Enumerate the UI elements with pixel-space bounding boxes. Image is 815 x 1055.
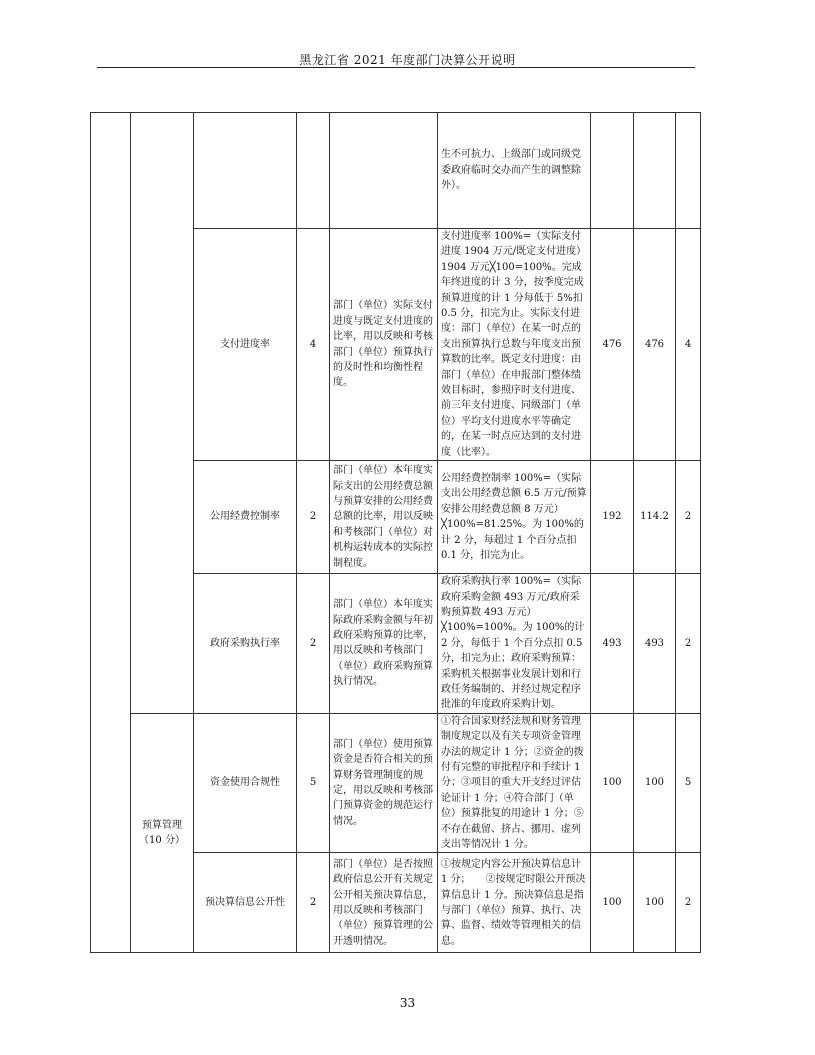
value-cell [591, 113, 634, 229]
description-cell: 部门（单位）是否按照政府信息公开有关规定公开相关预决算信息，用以反映和考核部门（单位）预算管理的公开透明情况。 [330, 853, 438, 953]
value-cell: 114.2 [634, 461, 676, 574]
page-header-title: 黑龙江省 2021 年度部门决算公开说明 [299, 53, 516, 67]
value-cell: 192 [591, 461, 634, 574]
weight-cell: 2 [297, 853, 330, 953]
indicator-cell: 资金使用合规性 [194, 713, 297, 853]
indicator-cell [194, 113, 297, 229]
weight-cell: 4 [297, 229, 330, 461]
value-cell: 100 [591, 853, 634, 953]
description-cell: 部门（单位）实际支付进度与既定支付进度的比率，用以反映和考核部门（单位）预算执行的及时性和均衡性程度。 [330, 229, 438, 461]
indicator-cell: 政府采购执行率 [194, 574, 297, 714]
standard-cell: ①按规定内容公开预决算信息计 1 分； ②按规定时限公开预决算信息计 1 分。预决算信息是指与部门（单位）预算、执行、决算、监督、绩效等管理相关的信息。 [438, 853, 591, 953]
score-cell: 4 [676, 229, 701, 461]
description-cell [330, 113, 438, 229]
indicator-cell: 支付进度率 [194, 229, 297, 461]
weight-cell: 5 [297, 713, 330, 853]
table-row [91, 113, 701, 229]
level1-indicator-cell [91, 113, 131, 953]
standard-cell: 公用经费控制率 100%=（实际支出公用经费总额 6.5 万元/预算安排公用经费总额 8 万元）╳100%=81.25%。为 100%的计 2 分，每超过 1 个百分点扣 0.1 分，扣完为止。 [438, 461, 591, 574]
value-cell: 493 [634, 574, 676, 714]
score-cell: 2 [676, 461, 701, 574]
header-divider [97, 67, 695, 68]
performance-evaluation-table [90, 112, 701, 953]
value-cell [634, 113, 676, 229]
standard-cell: 政府采购执行率 100%=（实际政府采购金额 493 万元/政府采购预算数 493 万元）╳100%=100%。为 100%的计 2 分，每低于 1 个百分点扣 0.5 分，扣完为止；政府采购预算：采购机关根据事业发展计划和行政任务编制的、并经过规定程序批准的年度政府采购计划。 [438, 574, 591, 714]
value-cell: 476 [634, 229, 676, 461]
score-cell: 2 [676, 853, 701, 953]
group-budget-management: 预算管理（10 分） [131, 713, 194, 953]
score-cell: 5 [676, 713, 701, 853]
standard-cell: ①符合国家财经法规和财务管理制度规定以及有关专项资金管理办法的规定计 1 分；②资金的拨付有完整的审批程序和手续计 1 分；③项目的重大开支经过评估论证计 1 分；④符合部门（单位）预算批复的用途计 1 分；⑤不存在截留、挤占、挪用、虚列支出等情况计 1 分。 [438, 713, 591, 853]
description-cell: 部门（单位）本年度实际支出的公用经费总额与预算安排的公用经费总额的比率，用以反映和考核部门（单位）对机构运转成本的实际控制程度。 [330, 461, 438, 574]
level2-indicator-cell [131, 113, 194, 714]
weight-cell: 2 [297, 574, 330, 714]
value-cell: 100 [591, 713, 634, 853]
score-cell [676, 113, 701, 229]
weight-cell [297, 113, 330, 229]
standard-cell: 生不可抗力、上级部门或同级党委政府临时交办而产生的调整除外）。 [438, 113, 591, 229]
standard-cell: 支付进度率 100%=（实际支付进度 1904 万元/既定支付进度）1904 万元╳100=100%。完成年终进度的计 3 分，按季度完成预算进度的计 1 分每低于 5%扣 0.5 分，扣完为止。实际支付进度：部门（单位）在某一时点的支出预算执行总数与年度支出预算数的比率。既定支付进度：由部门（单位）在申报部门整体绩效目标时，参照序时支付进度、前三年支付进度、同级部门（单位）平均支付进度水平等确定的，在某一时点应达到的支付进度（比率）。 [438, 229, 591, 461]
page-number: 33 [399, 996, 416, 1010]
description-cell: 部门（单位）本年度实际政府采购金额与年初政府采购预算的比率，用以反映和考核部门（单位）政府采购预算执行情况。 [330, 574, 438, 714]
indicator-cell: 公用经费控制率 [194, 461, 297, 574]
description-cell: 部门（单位）使用预算资金是否符合相关的预算财务管理制度的规定，用以反映和考核部门预算资金的规范运行情况。 [330, 713, 438, 853]
value-cell: 100 [634, 853, 676, 953]
table-row [91, 713, 701, 853]
score-cell: 2 [676, 574, 701, 714]
weight-cell: 2 [297, 461, 330, 574]
indicator-cell: 预决算信息公开性 [194, 853, 297, 953]
value-cell: 100 [634, 713, 676, 853]
value-cell: 493 [591, 574, 634, 714]
value-cell: 476 [591, 229, 634, 461]
